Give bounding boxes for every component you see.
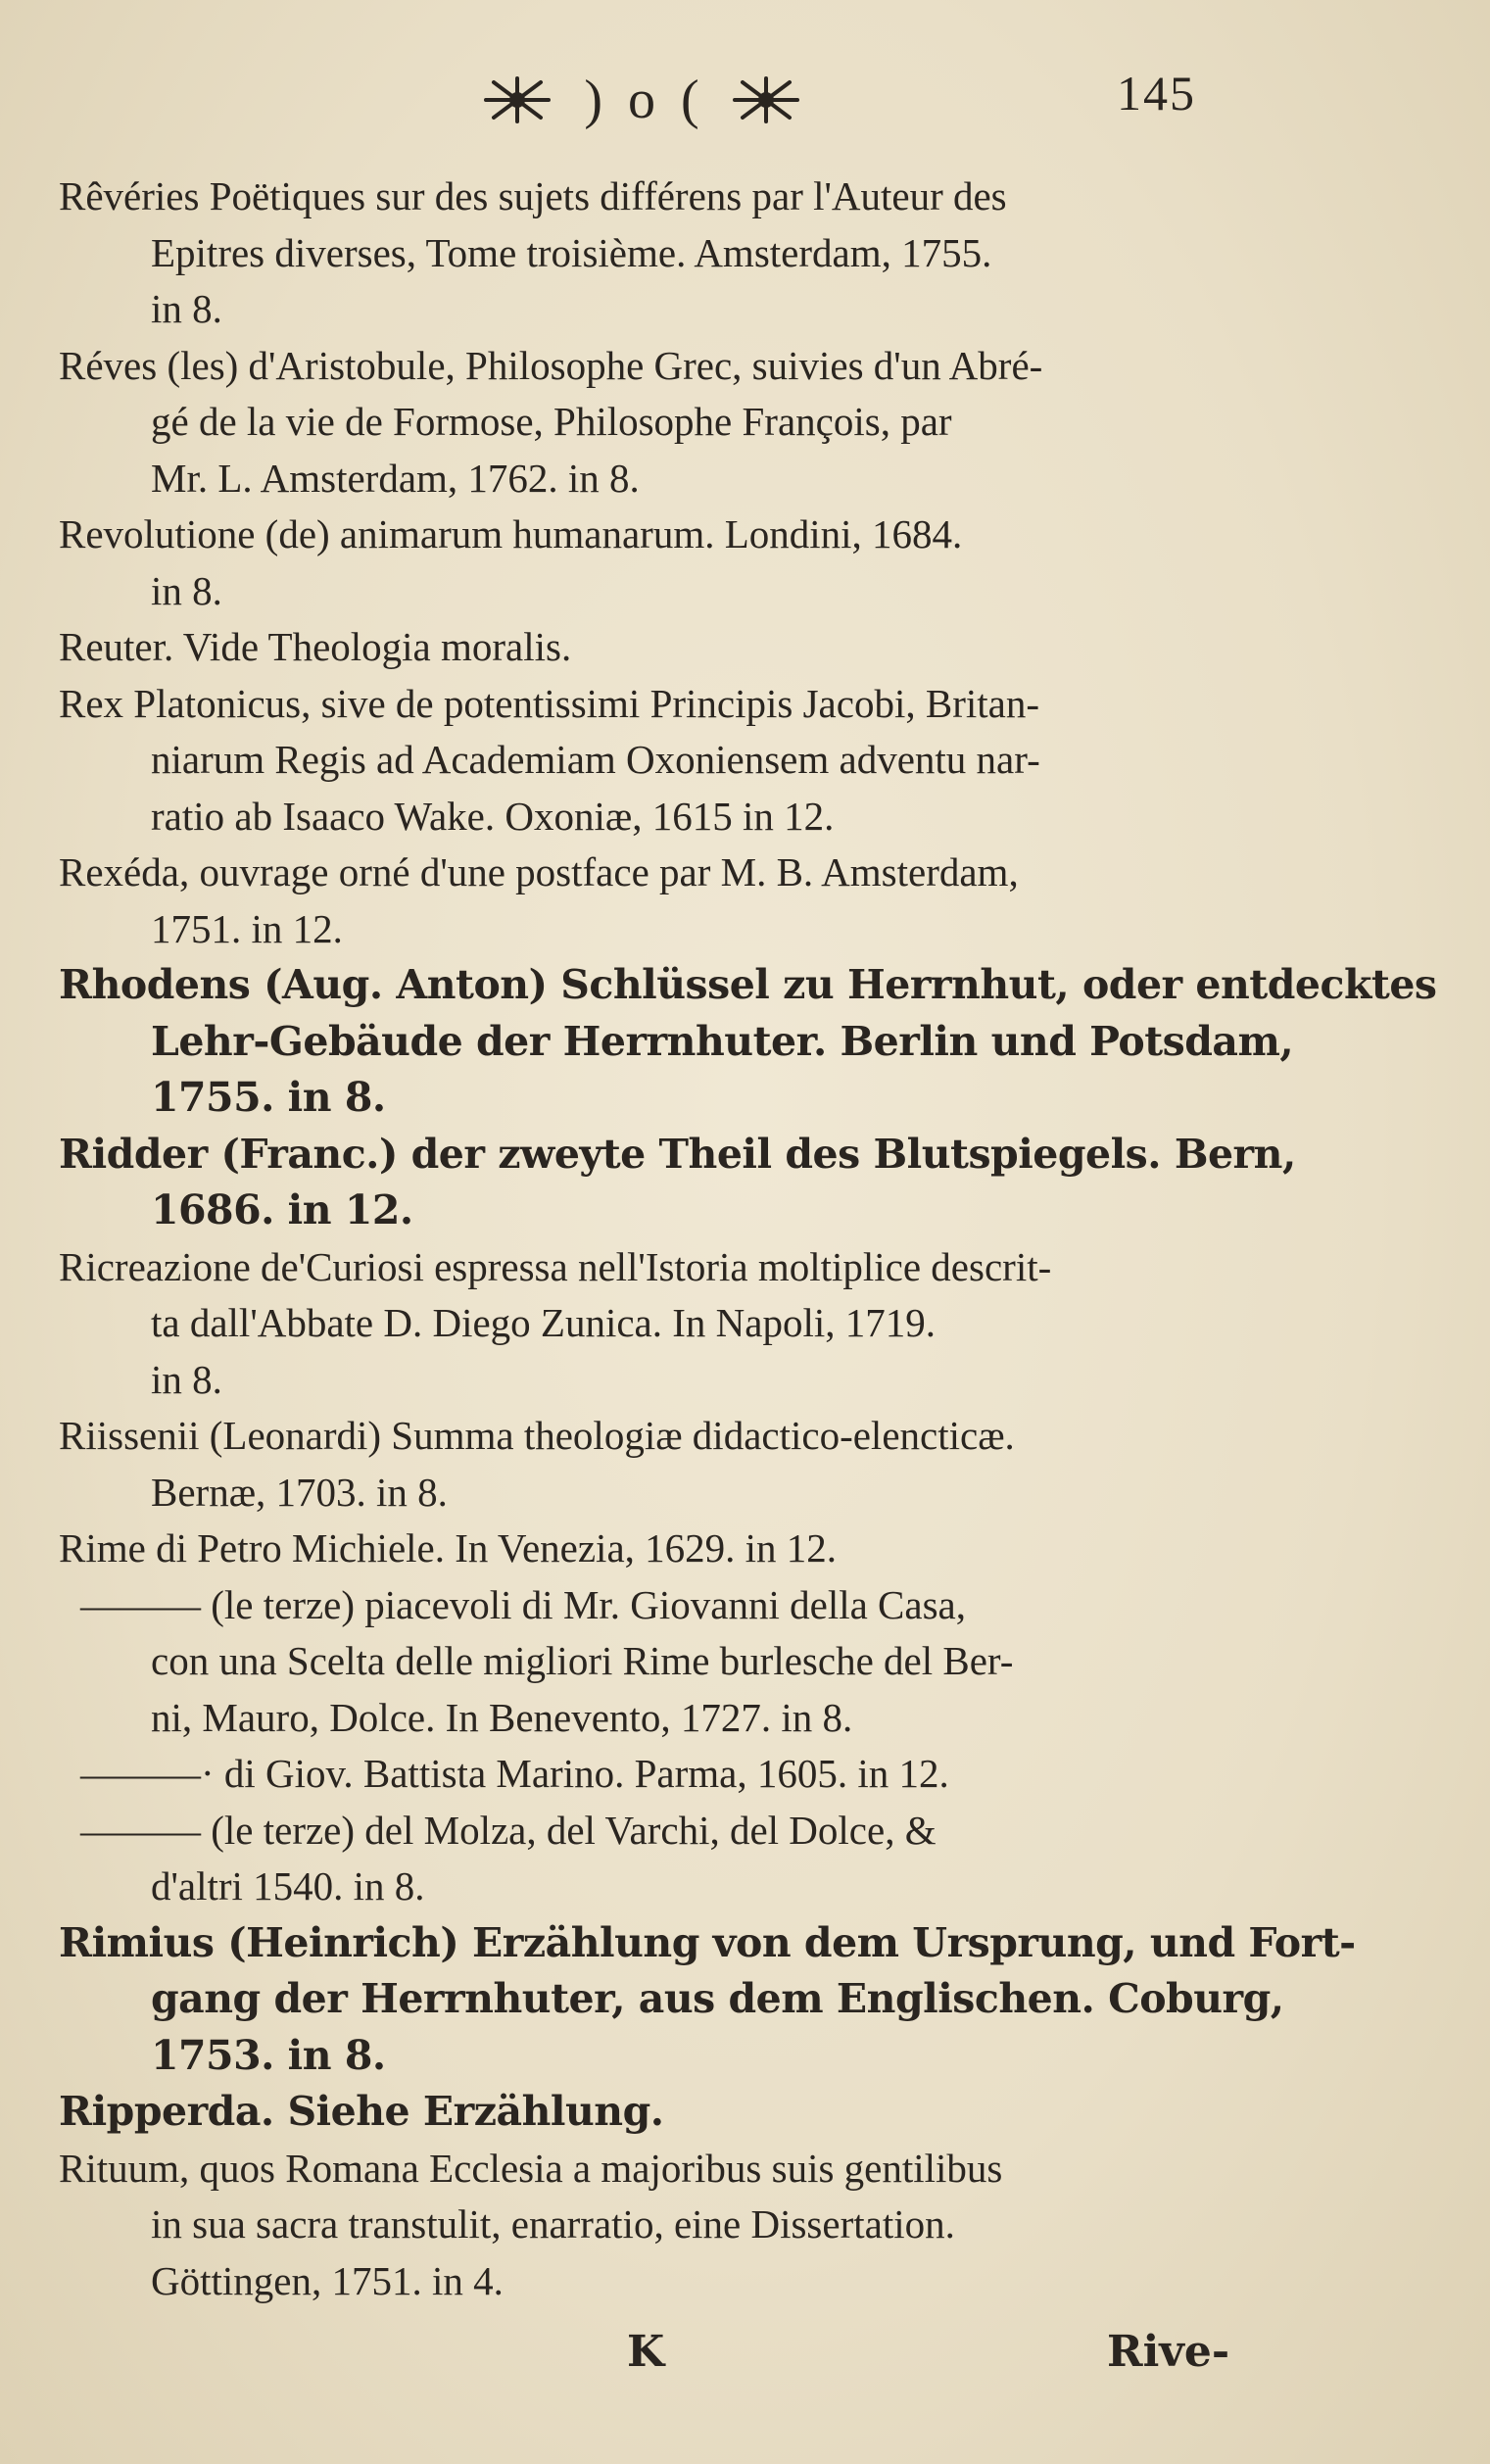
catalog-entry <box>59 1577 1274 1747</box>
entry-heading-line: Rex Platonicus, sive de potentissimi Principis Jacobi, Britan- <box>59 680 1039 726</box>
entry-heading-line: ———· di Giov. Battista Marino. Parma, 1605. in 12. <box>80 1751 949 1796</box>
entry-continuation-line: Mr. L. Amsterdam, 1762. in 8. <box>151 455 640 501</box>
signature-mark: K <box>627 2327 665 2377</box>
entry-continuation-line: in sua sacra transtulit, enarratio, eine Dissertation. <box>151 2201 955 2247</box>
catalog-entry <box>59 507 1274 619</box>
catalog-entry <box>59 1521 1274 1577</box>
catalog-entry <box>59 2084 1274 2141</box>
entry-continuation-line: 1751. in 12. <box>151 905 343 951</box>
catalog-entry <box>59 1408 1274 1521</box>
entry-heading-line: Rhodens (Aug. Anton) Schlüssel zu Herrnhut, oder entdecktes <box>59 961 1437 1008</box>
entry-heading-line: Rime di Petro Michiele. In Venezia, 1629. in 12. <box>59 1525 838 1570</box>
right-ornament-icon <box>725 72 807 127</box>
entry-continuation-line: ratio ab Isaaco Wake. Oxoniæ, 1615 in 12. <box>151 793 835 839</box>
catalog-entry <box>59 1127 1296 1239</box>
entry-continuation-line: d'altri 1540. in 8. <box>151 1863 425 1908</box>
catalog-entry <box>59 1803 1274 1915</box>
catalog-entry <box>59 1915 1356 2085</box>
head-left-paren: ) <box>584 70 602 130</box>
entry-continuation-line: 1686. in 12. <box>151 1186 413 1233</box>
entry-heading-line: Riissenii (Leonardi) Summa theologiæ didactico-elencticæ. <box>59 1413 1015 1458</box>
entry-heading-line: Rexéda, ouvrage orné d'une postface par M. B. Amsterdam, <box>59 849 1019 894</box>
entry-heading-line: ——— (le terze) piacevoli di Mr. Giovanni della Casa, <box>80 1581 967 1627</box>
head-center-mark: o <box>628 70 655 130</box>
entry-heading-line: Rimius (Heinrich) Erzählung von dem Ursprung, und Fort- <box>59 1918 1356 1966</box>
entry-heading-line: Revolutione (de) animarum humanarum. Londini, 1684. <box>59 511 963 556</box>
entry-continuation-line: ta dall'Abbate D. Diego Zunica. In Napoli, 1719. <box>151 1300 936 1345</box>
head-ornament-group <box>431 61 852 139</box>
catchword: Rive- <box>1107 2327 1230 2377</box>
left-ornament-icon <box>476 72 558 127</box>
entry-continuation-line: 1753. in 8. <box>151 2031 386 2079</box>
catalog-entry <box>59 676 1274 845</box>
entry-heading-line: Réves (les) d'Aristobule, Philosophe Grec, suivies d'un Abré- <box>59 342 1043 388</box>
catalog-entry <box>59 957 1437 1127</box>
entry-continuation-line: niarum Regis ad Academiam Oxoniensem adventu nar- <box>151 737 1040 782</box>
entry-continuation-line: gé de la vie de Formose, Philosophe François, par <box>151 399 952 444</box>
entry-continuation-line: in 8. <box>151 286 222 331</box>
page-footer <box>0 2327 1490 2395</box>
entry-continuation-line: Epitres diverses, Tome troisième. Amsterdam, 1755. <box>151 229 992 275</box>
entry-continuation-line: Bernæ, 1703. in 8. <box>151 1469 448 1515</box>
catalog-entry <box>59 1239 1274 1409</box>
catalog-entry <box>59 169 1274 338</box>
catalog-entry <box>59 1746 1274 1803</box>
entry-continuation-line: gang der Herrnhuter, aus dem Englischen. Coburg, <box>151 1975 1284 2022</box>
entry-heading-line: Ridder (Franc.) der zweyte Theil des Blutspiegels. Bern, <box>59 1130 1296 1178</box>
entry-heading-line: Ricreazione de'Curiosi espressa nell'Istoria moltiplice descrit- <box>59 1243 1052 1289</box>
entry-continuation-line: 1755. in 8. <box>151 1074 386 1121</box>
catalog-entry <box>59 2141 1274 2310</box>
catalog-entry <box>59 619 1274 676</box>
catalog-entries <box>59 169 1437 2309</box>
running-head <box>0 61 1490 139</box>
head-right-paren: ( <box>681 70 699 130</box>
entry-continuation-line: in 8. <box>151 567 222 613</box>
catalog-entry <box>59 338 1274 507</box>
entry-continuation-line: con una Scelta delle migliori Rime burlesche del Ber- <box>151 1638 1014 1683</box>
entry-heading-line: ——— (le terze) del Molza, del Varchi, del Dolce, & <box>80 1807 937 1853</box>
entry-continuation-line: ni, Mauro, Dolce. In Benevento, 1727. in 8. <box>151 1694 853 1740</box>
entry-heading-line: Rêvéries Poëtiques sur des sujets différens par l'Auteur des <box>59 173 1007 218</box>
page-number: 145 <box>1117 66 1196 121</box>
entry-heading-line: Ripperda. Siehe Erzählung. <box>59 2088 664 2135</box>
entry-continuation-line: Göttingen, 1751. in 4. <box>151 2257 504 2303</box>
entry-continuation-line: Lehr-Gebäude der Herrnhuter. Berlin und Potsdam, <box>151 1017 1294 1065</box>
entry-heading-line: Reuter. Vide Theologia moralis. <box>59 624 572 669</box>
entry-continuation-line: in 8. <box>151 1356 222 1402</box>
catalog-entry <box>59 845 1274 957</box>
entry-heading-line: Rituum, quos Romana Ecclesia a majoribus suis gentilibus <box>59 2145 1003 2191</box>
